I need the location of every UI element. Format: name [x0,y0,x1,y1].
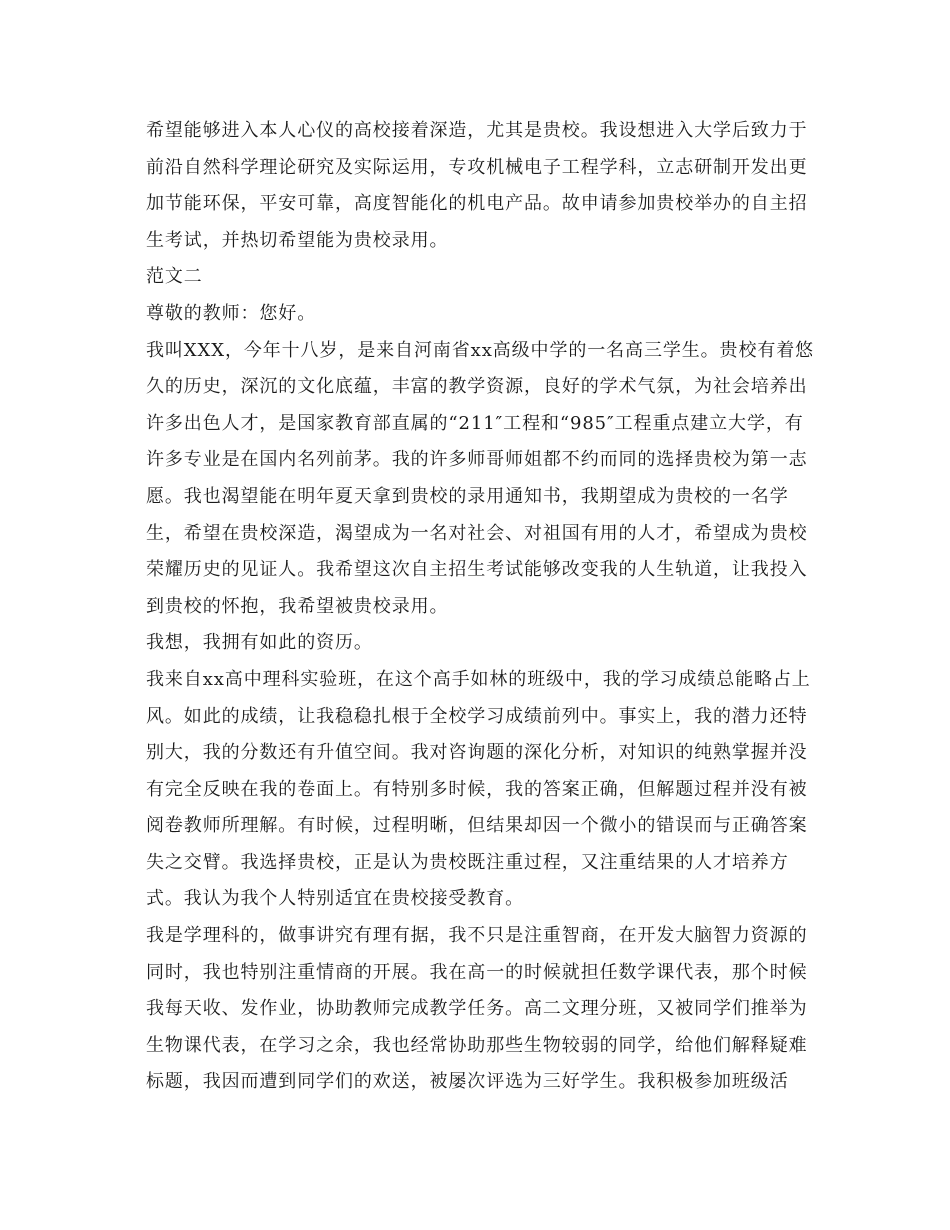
text-line: 别大，我的分数还有升值空间。我对咨询题的深化分析，对知识的纯熟掌握并没 [146,742,808,764]
text-line: 希望能够进入本人心仪的高校接着深造，尤其是贵校。我设想进入大学后致力于 [146,120,808,141]
text-line: 我每天收、发作业，协助教师完成教学任务。高二文理分班，又被同学们推举为 [146,998,808,1020]
text-line: 愿。我也渴望能在明年夏天拿到贵校的录用通知书，我期望成为贵校的一名学 [146,485,789,507]
document-body [146,113,814,1101]
text-line: 我来自xx高中理科实验班，在这个高手如林的班级中，我的学习成绩总能略占上 [146,668,811,690]
salutation: 尊敬的教师：您好。 [146,302,317,324]
text-line: 许多专业是在国内名列前茅。我的许多师哥师姐都不约而同的选择贵校为第一志 [146,449,808,471]
text-line: 生物课代表，在学习之余，我也经常协助那些生物较弱的同学，给他们解释疑难 [146,1034,808,1056]
section-heading: 范文二 [146,266,203,288]
text-line: 生，希望在贵校深造，渴望成为一名对社会、对祖国有用的人才，希望成为贵校 [146,522,808,544]
text-line: 风。如此的成绩，让我稳稳扎根于全校学习成绩前列中。事实上，我的潜力还特 [146,705,808,727]
text-line: 有完全反映在我的卷面上。有特别多时候，我的答案正确，但解题过程并没有被 [146,778,808,800]
text-line: 生考试，并热切希望能为贵校录用。 [146,229,449,251]
text-line: 我想，我拥有如此的资历。 [146,632,373,654]
text-line: 加节能环保，平安可靠，高度智能化的机电产品。故申请参加贵校举办的自主招 [146,193,808,215]
text-line: 许多出色人才，是国家教育部直属的“211″工程和“985″工程重点建立大学，有 [146,412,804,434]
text-line: 我是学理科的，做事讲究有理有据，我不只是注重智商，在开发大脑智力资源的 [146,925,808,947]
text-line: 阅卷教师所理解。有时候，过程明晰，但结果却因一个微小的错误而与正确答案 [146,815,808,837]
text-line: 标题，我因而遭到同学们的欢送，被屡次评选为三好学生。我积极参加班级活 [146,1071,789,1093]
text-line: 前沿自然科学理论研究及实际运用，专攻机械电子工程学科，立志研制开发出更 [146,156,808,178]
text-line: 我叫XXX，今年十八岁，是来自河南省xx高级中学的一名高三学生。贵校有着悠 [146,339,815,361]
text-line: 式。我认为我个人特别适宜在贵校接受教育。 [146,888,524,910]
text-line: 久的历史，深沉的文化底蕴，丰富的教学资源，良好的学术气氛，为社会培养出 [146,376,808,398]
text-line: 荣耀历史的见证人。我希望这次自主招生考试能够改变我的人生轨道，让我投入 [146,559,808,581]
text-line: 同时，我也特别注重情商的开展。我在高一的时候就担任数学课代表，那个时候 [146,961,808,983]
text-line: 到贵校的怀抱，我希望被贵校录用。 [146,595,449,617]
text-line: 失之交臂。我选择贵校，正是认为贵校既注重过程，又注重结果的人才培养方 [146,851,789,873]
